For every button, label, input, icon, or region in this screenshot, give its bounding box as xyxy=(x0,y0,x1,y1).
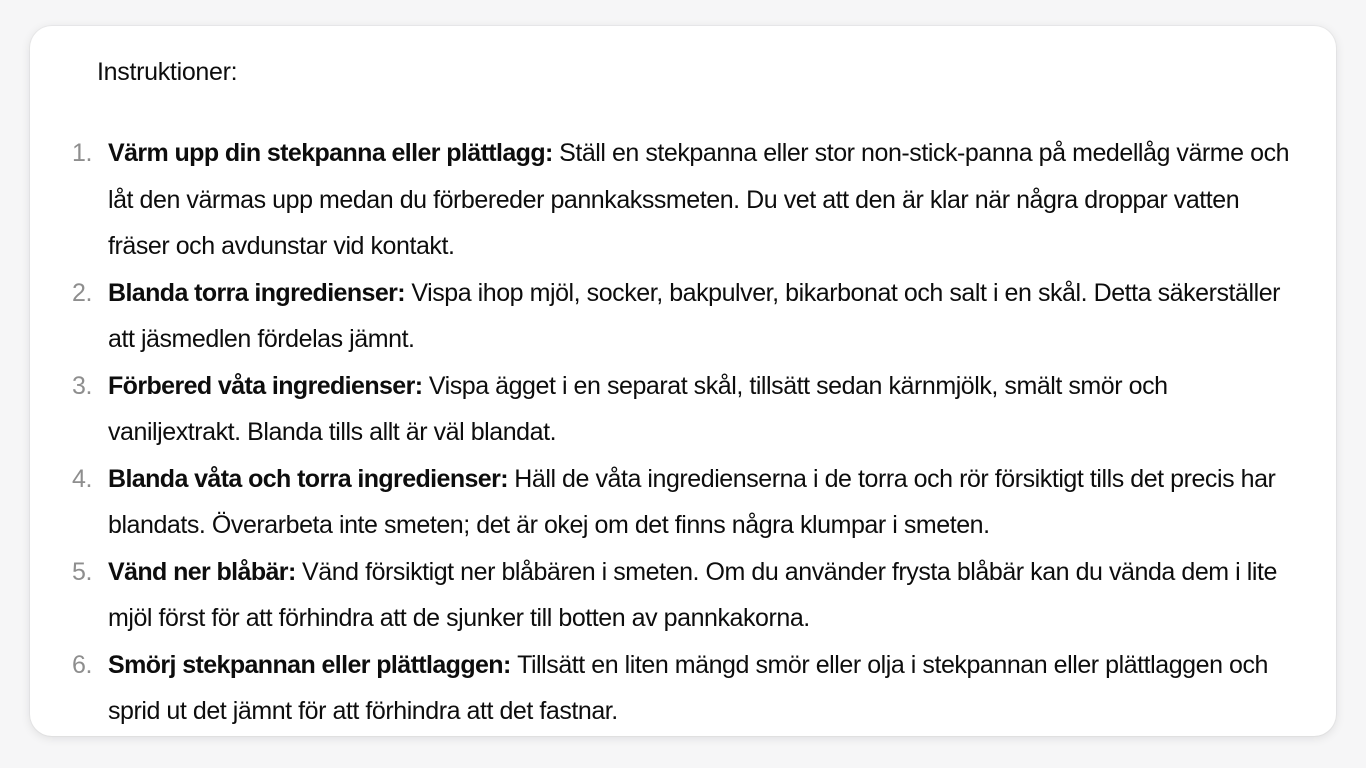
message-card xyxy=(30,26,1336,736)
instruction-list xyxy=(70,130,1300,735)
step-title: Blanda torra ingredienser: xyxy=(108,278,412,307)
step-text: Vispa ägget i en separat skål, tillsätt sedan kärnmjölk, smält smör och vaniljextrakt. Blanda tills allt är väl blandat. xyxy=(108,371,1168,446)
list-item xyxy=(70,549,1300,642)
list-item xyxy=(70,642,1300,735)
step-text: Tillsätt en liten mängd smör eller olja i stekpannan eller plättlaggen och sprid ut det jämnt för att förhindra att det fastnar. xyxy=(108,650,1268,725)
step-number: 4. xyxy=(72,464,92,493)
list-item xyxy=(70,130,1300,270)
step-text: Vispa ihop mjöl, socker, bakpulver, bikarbonat och salt i en skål. Detta säkerställer att jäsmedlen fördelas jämnt. xyxy=(108,278,1281,353)
list-item xyxy=(70,456,1300,549)
step-title: Värm upp din stekpanna eller plättlagg: xyxy=(108,139,560,167)
step-number: 6. xyxy=(72,650,92,679)
step-number: 3. xyxy=(72,371,92,400)
step-title: Förbered våta ingredienser: xyxy=(108,371,429,400)
step-title: Blanda våta och torra ingredienser: xyxy=(108,464,515,493)
step-title: Smörj stekpannan eller plättlaggen: xyxy=(108,650,518,679)
step-text: Ställ en stekpanna eller stor non-stick-panna på medellåg värme och låt den värmas upp medan du förbereder pannkakssmeten. Du vet att den är klar när några droppar vatten fräser och avdunstar vid kontakt. xyxy=(108,139,1290,260)
instructions-heading: Instruktioner: xyxy=(97,58,238,86)
step-number: 1. xyxy=(72,139,92,167)
step-text: Vänd försiktigt ner blåbären i smeten. Om du använder frysta blåbär kan du vända dem i lite mjöl först för att förhindra att de sjunker till botten av pannkakorna. xyxy=(108,557,1277,632)
list-item xyxy=(70,270,1300,363)
step-number: 5. xyxy=(72,557,92,586)
step-number: 2. xyxy=(72,278,92,307)
step-text: Häll de våta ingredienserna i de torra och rör försiktigt tills det precis har blandats. Överarbeta inte smeten; det är okej om det finns några klumpar i smeten. xyxy=(108,464,1276,539)
step-title: Vänd ner blåbär: xyxy=(108,557,303,586)
list-item xyxy=(70,363,1300,456)
